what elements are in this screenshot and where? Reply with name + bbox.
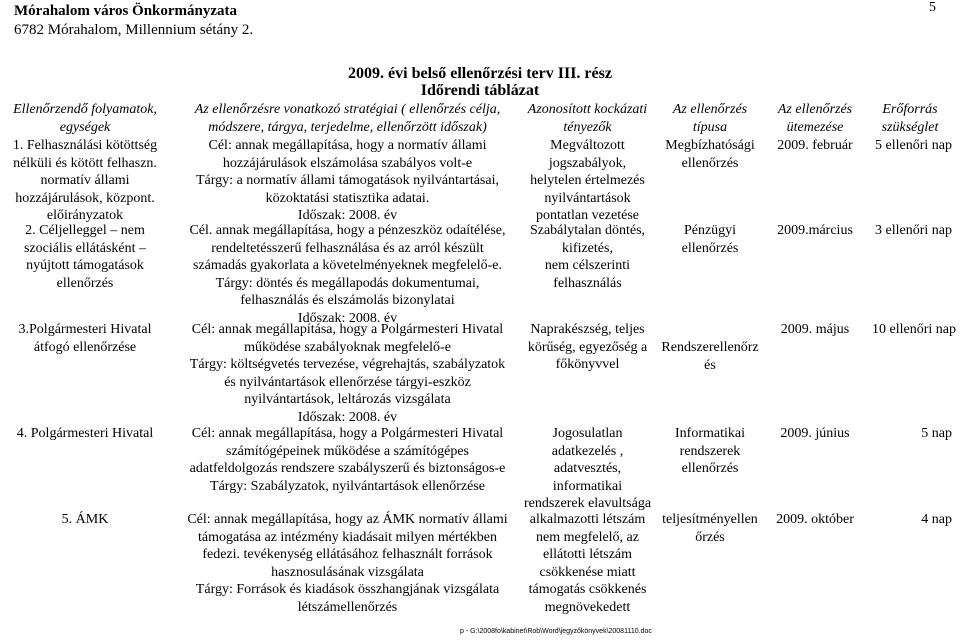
row-2-schedule: 2009.március: [777, 223, 853, 238]
org-header: [14, 2, 253, 40]
row-3-strategy: Cél: annak megállapítása, hogy a Polgármesteri Hivatal működése szabályoknak megfelelő-e Tárgy: költségvetés tervezése, végrehajtás, szabályzatok és nyilvántartások ellenőrzése tárgyi-eszköz nyilvántartások, leltározás vizsgálata Időszak: 2008. év: [189, 322, 506, 425]
row-4-strategy: Cél: annak megállapítása, hogy a Polgármesteri Hivatal számítógépeinek működése a számítógépes adatfeldolgozás rendszere szabályszerű és biztonságos-e Tárgy: Szabályzatok, nyilvántartások ellenőrzése: [189, 426, 506, 494]
row-4-risks: Jogosulatlan adatkezelés , adatvesztés, informatikai rendszerek elavultsága: [523, 426, 652, 511]
row-3-resource: 10 ellenőri nap: [872, 322, 956, 337]
row-2-resource: 3 ellenőri nap: [875, 223, 952, 238]
row-1-strategy: Cél: annak megállapítása, hogy a normatív állami hozzájárulások elszámolása szabályos volt-e Tárgy: a normatív állami támogatások nyilvántartásai, közoktatási statisztika adatai. Időszak: 2008. év: [196, 138, 499, 223]
col-header-risks: Azonosított kockázati tényezők: [527, 102, 648, 135]
row-5-type: teljesítményellen őrzés: [662, 512, 758, 545]
row-3-type: Rendszerellenőrz és: [661, 340, 759, 373]
row-1-resource: 5 ellenőri nap: [875, 138, 952, 153]
row-2-risks: Szabálytalan döntés, kifizetés, nem célszerinti felhasználás: [529, 223, 646, 291]
footer-file-path: p - G:\2008fo\kabinet\Rob\Word\jegyzőkönyvek\20081110.doc: [460, 628, 652, 635]
row-5-process: 5. ÁMK: [61, 512, 109, 527]
row-5-strategy: Cél: annak megállapítása, hogy az ÁMK normatív állami támogatása az intézmény kiadásait milyen mértékben fedezi. tevékenység ellátásához felhasznált források hasznosulásának vizsgálata Tárgy: Források és kiadások összhangjának vizsgálata létszámellenőrzés: [187, 512, 508, 615]
org-name: Mórahalom város Önkormányzata: [14, 3, 238, 19]
row-2-strategy: Cél. annak megállapítása, hogy a pénzeszköz odaítélése, rendeltetésszerű felhasználása és az arról készült számadás gyakorlata a követelményeknek megfelelő-e. Tárgy: döntés és megállapodás dokumentumai, felhasználás és elszámolás bizonylatai Időszak: 2008. év: [189, 223, 506, 326]
col-header-strategy: Az ellenőrzésre vonatkozó stratégiai ( ellenőrzés célja, módszere, tárgya, terjedelme, ellenőrzött időszak): [194, 102, 501, 135]
doc-subtitle: Időrendi táblázat: [420, 82, 540, 99]
row-5-resource: 4 nap: [921, 512, 952, 527]
row-4-process: 4. Polgármesteri Hivatal: [16, 426, 154, 441]
row-1-risks: Megváltozott jogszabályok, helytelen értelmezés nyilvántartások pontatlan vezetése: [530, 138, 645, 223]
row-3-schedule: 2009. május: [780, 322, 850, 337]
col-header-resource: Erőforrás szükséglet: [881, 102, 939, 135]
row-4-schedule: 2009. június: [780, 426, 850, 441]
col-header-type: Az ellenőrzés típusa: [672, 102, 748, 135]
row-4-resource: 5 nap: [921, 426, 952, 441]
row-3-process: 3.Polgármesteri Hivatal átfogó ellenőrzése: [18, 322, 152, 355]
row-4-type: Informatikai rendszerek ellenőrzés: [675, 426, 745, 476]
row-1-type: Megbízhatósági ellenőrzés: [665, 138, 755, 171]
row-5-schedule: 2009. október: [776, 512, 854, 527]
row-2-type: Pénzügyi ellenőrzés: [681, 223, 739, 256]
org-address: 6782 Mórahalom, Millennium sétány 2.: [14, 22, 254, 38]
col-header-process: Ellenőrzendő folyamatok, egységek: [13, 102, 157, 135]
page-number: 5: [929, 0, 936, 15]
row-1-process: 1. Felhasználási kötöttség nélküli és kötött felhaszn. normatív állami hozzájárulások, központ. előirányzatok: [12, 138, 158, 223]
col-header-schedule: Az ellenőrzés ütemezése: [777, 102, 853, 135]
doc-title: 2009. évi belső ellenőrzési terv III. rész: [348, 65, 612, 82]
row-3-risks: Naprakészség, teljes körűség, egyezőség a főkönyvvel: [527, 322, 648, 372]
row-5-risks: alkalmazotti létszám nem megfelelő, az ellátotti létszám csökkenése miatt támogatás csökkenés megnövekedett: [528, 512, 647, 615]
row-2-process: 2. Céljelleggel – nem szociális ellátásként – nyújtott támogatások ellenőrzés: [23, 223, 147, 291]
row-1-schedule: 2009. február: [777, 138, 853, 153]
